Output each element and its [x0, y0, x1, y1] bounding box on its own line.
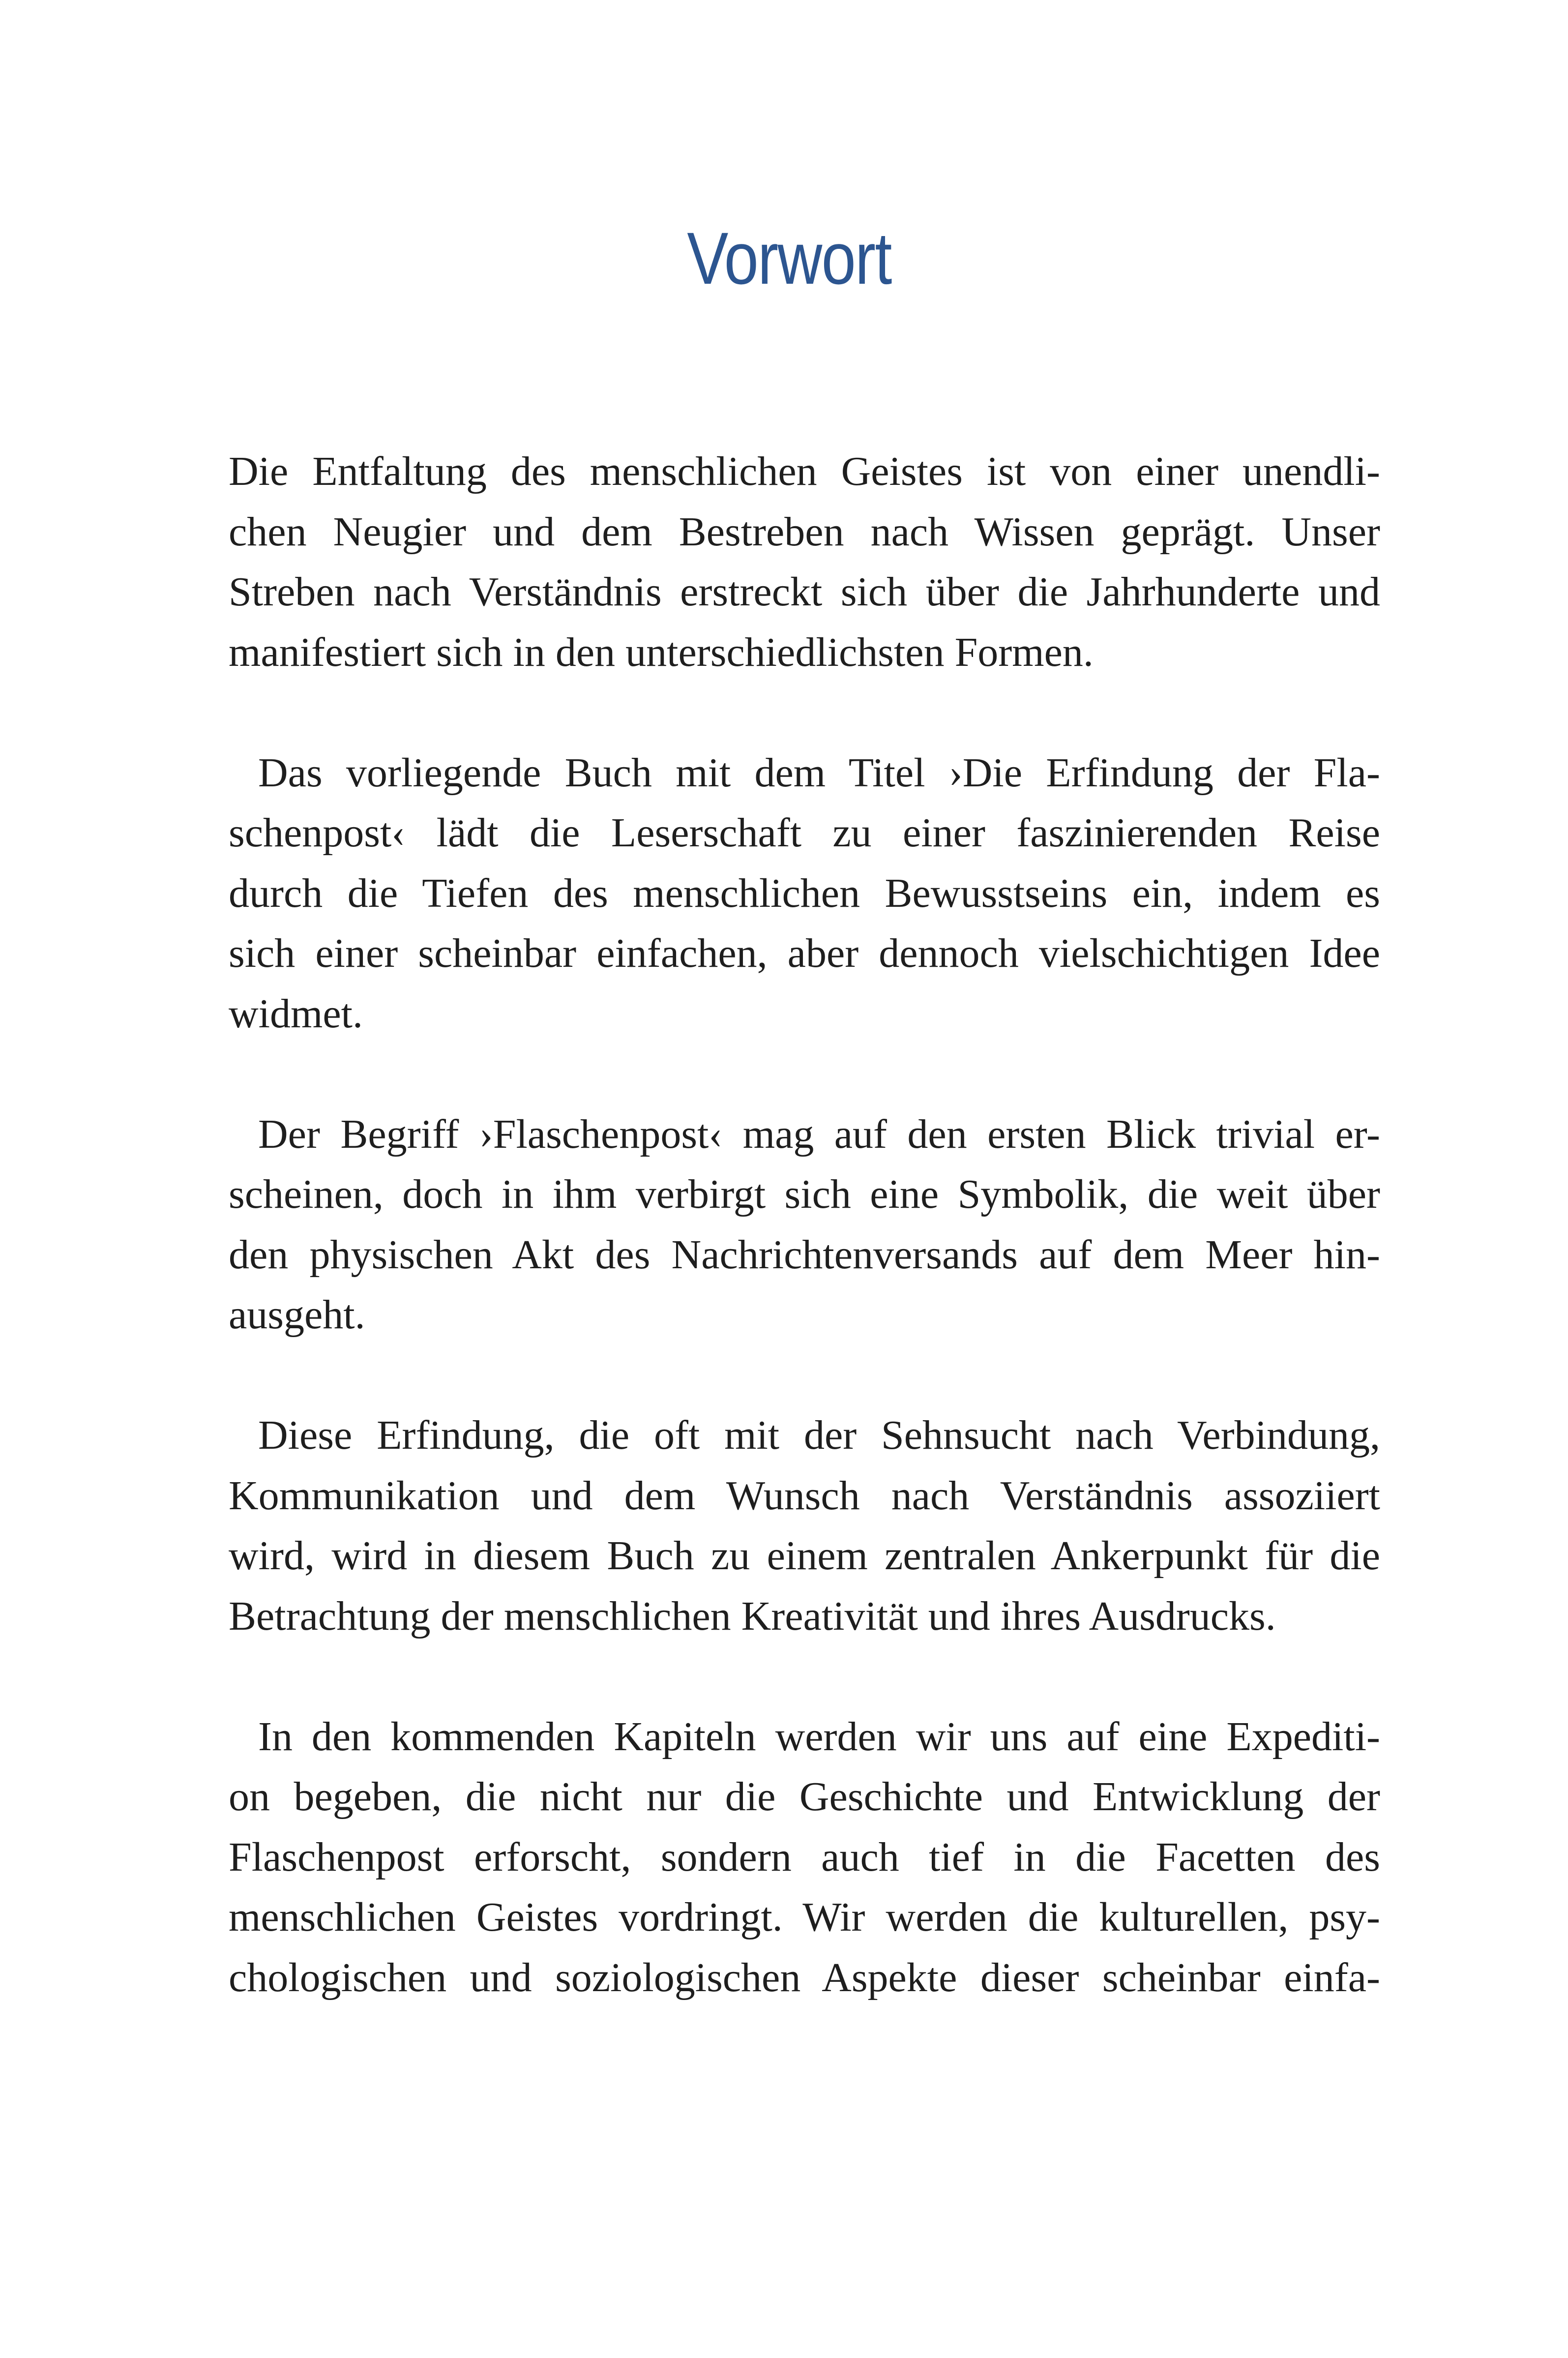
text-line: Diese Erfindung, die oft mit der Sehnsucht nach Verbindung, — [258, 1412, 1380, 1458]
text-line: den physischen Akt des Nachrichtenversands auf dem Meer hin- — [229, 1231, 1380, 1278]
text-line: Kommunikation und dem Wunsch nach Verständnis assoziiert — [229, 1472, 1380, 1519]
chapter-title: Vorwort — [687, 217, 891, 299]
text-line: schenpost‹ lädt die Leserschaft zu einer faszinierenden Reise — [229, 810, 1380, 856]
text-line: menschlichen Geistes vordringt. Wir werden die kulturellen, psy- — [229, 1894, 1380, 1940]
paragraph-1 — [229, 442, 1380, 683]
paragraph-2 — [229, 743, 1380, 1045]
paragraph-3 — [229, 1104, 1380, 1345]
text-line: scheinen, doch in ihm verbirgt sich eine Symbolik, die weit über — [229, 1171, 1380, 1217]
paragraph-5 — [229, 1707, 1380, 2008]
text-line: sich einer scheinbar einfachen, aber dennoch vielschichtigen Idee — [229, 930, 1380, 976]
text-line: Streben nach Verständnis erstreckt sich über die Jahrhunderte und — [229, 569, 1380, 615]
paragraph-4 — [229, 1405, 1380, 1646]
text-line: on begeben, die nicht nur die Geschichte und Entwicklung der — [229, 1774, 1380, 1820]
text-line: chologischen und soziologischen Aspekte dieser scheinbar einfa- — [229, 1954, 1380, 2000]
text-line: durch die Tiefen des menschlichen Bewusstseins ein, indem es — [229, 870, 1380, 916]
text-line: manifestiert sich in den unterschiedlichsten Formen. — [229, 629, 1094, 675]
text-line: widmet. — [229, 990, 363, 1037]
text-line: ausgeht. — [229, 1292, 365, 1338]
text-line: chen Neugier und dem Bestreben nach Wissen geprägt. Unser — [229, 508, 1380, 555]
text-line: wird, wird in diesem Buch zu einem zentralen Ankerpunkt für die — [229, 1533, 1380, 1579]
text-line: Flaschenpost erforscht, sondern auch tief in die Facetten des — [229, 1834, 1380, 1880]
text-line: Der Begriff ›Flaschenpost‹ mag auf den ersten Blick trivial er- — [258, 1111, 1380, 1157]
body-text — [229, 442, 1380, 2068]
text-line: Die Entfaltung des menschlichen Geistes ist von einer unendli- — [229, 448, 1380, 494]
text-line: Betrachtung der menschlichen Kreativität und ihres Ausdrucks. — [229, 1593, 1276, 1639]
text-line: In den kommenden Kapiteln werden wir uns auf eine Expediti- — [258, 1713, 1380, 1760]
text-line: Das vorliegende Buch mit dem Titel ›Die Erfindung der Fla- — [258, 749, 1380, 796]
